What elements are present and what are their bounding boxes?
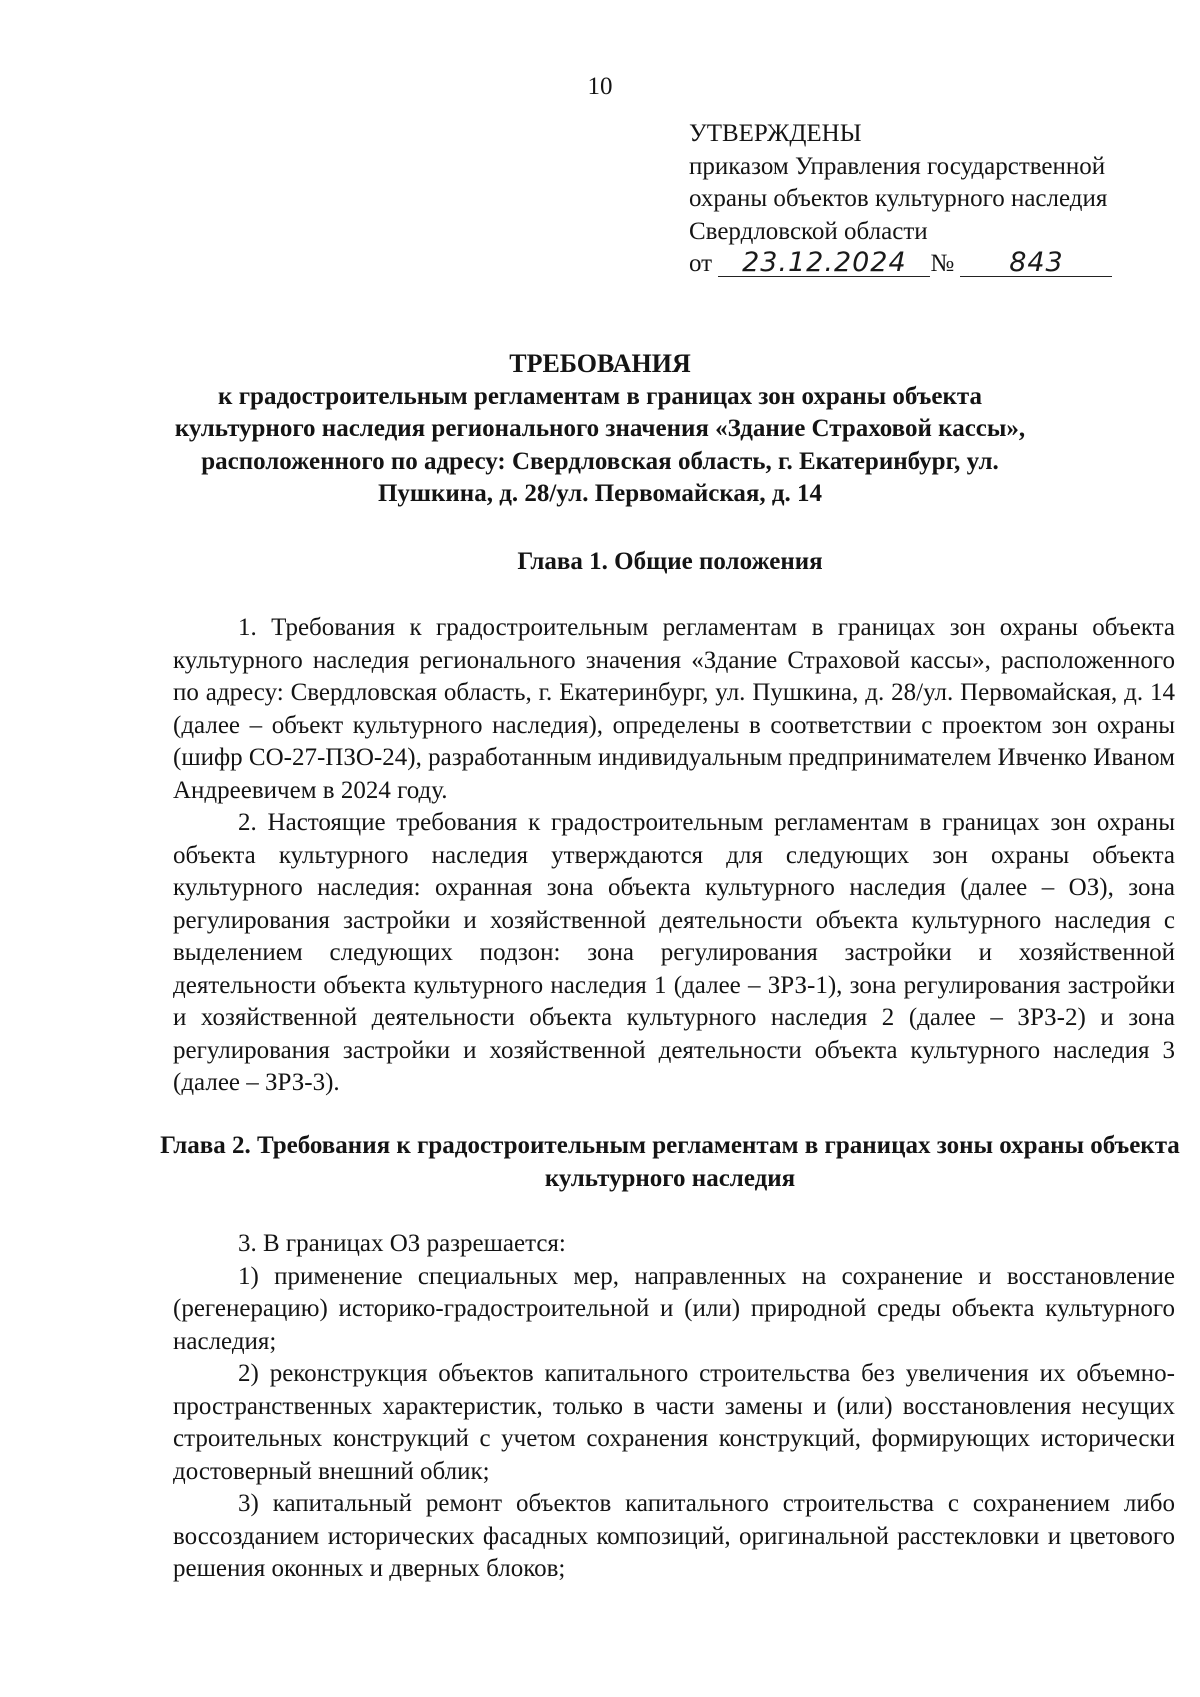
approval-heading: УТВЕРЖДЕНЫ: [689, 120, 862, 147]
approval-line: Свердловской области: [689, 217, 928, 245]
number-prefix: №: [930, 250, 955, 277]
chapter-1-body: [173, 612, 1175, 1100]
chapter-2-title: Глава 2. Требования к градостроительным регламентам в границах зоны охраны объекта культурного наследия: [160, 1132, 1180, 1192]
paragraph-2: 2. Настоящие требования к градостроительным регламентам в границах зон охраны объекта культурного наследия утверждаются для следующих зон охраны объекта культурного наследия: охранная зона объекта культурного наследия (далее – ОЗ), зона регулирования застройки и хозяйственной деятельности объекта культурного наследия с выделением следующих подзон: зона регулирования застройки и хозяйственной деятельности объекта культурного наследия 1 (далее – ЗРЗ-1), зона регулирования застройки и хозяйственной деятельности объекта культурного наследия 2 (далее – ЗРЗ-2) и зона регулирования застройки и хозяйственной деятельности объекта культурного наследия 3 (далее – ЗРЗ-3).: [173, 809, 1175, 1096]
list-item-2: 2) реконструкция объектов капитального строительства без увеличения их объемно-пространственных характеристик, только в части замены и (или) восстановления несущих строительных конструкций с учетом сохранения конструкций, формирующих исторически достоверный внешний облик;: [173, 1360, 1175, 1485]
paragraph-3: 3. В границах ОЗ разрешается:: [238, 1230, 566, 1257]
handwritten-date: 23.12.2024: [718, 250, 930, 277]
chapter-2-body: [173, 1228, 1175, 1586]
document-title: ТРЕБОВАНИЯ: [509, 349, 691, 378]
handwritten-number: 843: [960, 250, 1112, 277]
approval-block: [689, 118, 1189, 281]
paragraph-1: 1. Требования к градостроительным регламентам в границах зон охраны объекта культурного наследия регионального значения «Здание Страховой кассы», расположенного по адресу: Свердловская область, г. Екатеринбург, ул. Пушкина, д. 28/ул. Первомайская, д. 14 (далее – объект культурного наследия), определены в соответствии с проектом зон охраны (шифр СО-27-ПЗО-24), разработанным индивидуальным предпринимателем Ивченко Иваном Андреевичем в 2024 году.: [173, 614, 1175, 804]
approval-date-line: [689, 248, 1189, 281]
approval-line: охраны объектов культурного наследия: [689, 185, 1108, 212]
document-title-block: [150, 348, 1050, 511]
list-item-1: 1) применение специальных мер, направленных на сохранение и восстановление (регенерацию) историко-градостроительной и (или) природной среды объекта культурного наследия;: [173, 1262, 1175, 1355]
document-subtitle: к градостроительным регламентам в границах зон охраны объекта культурного наследия регионального значения «Здание Страховой кассы», расположенного по адресу: Свердловская область, г. Екатеринбург, ул. Пушкина, д. 28/ул. Первомайская, д. 14: [174, 382, 1026, 507]
approval-line: приказом Управления государственной: [689, 152, 1106, 180]
page-number: 10: [587, 73, 613, 100]
date-prefix: от: [689, 250, 713, 277]
chapter-1-title: Глава 1. Общие положения: [517, 548, 823, 575]
list-item-3: 3) капитальный ремонт объектов капитального строительства с сохранением либо воссозданием исторических фасадных композиций, оригинальной расстекловки и цветового решения оконных и дверных блоков;: [173, 1490, 1175, 1582]
